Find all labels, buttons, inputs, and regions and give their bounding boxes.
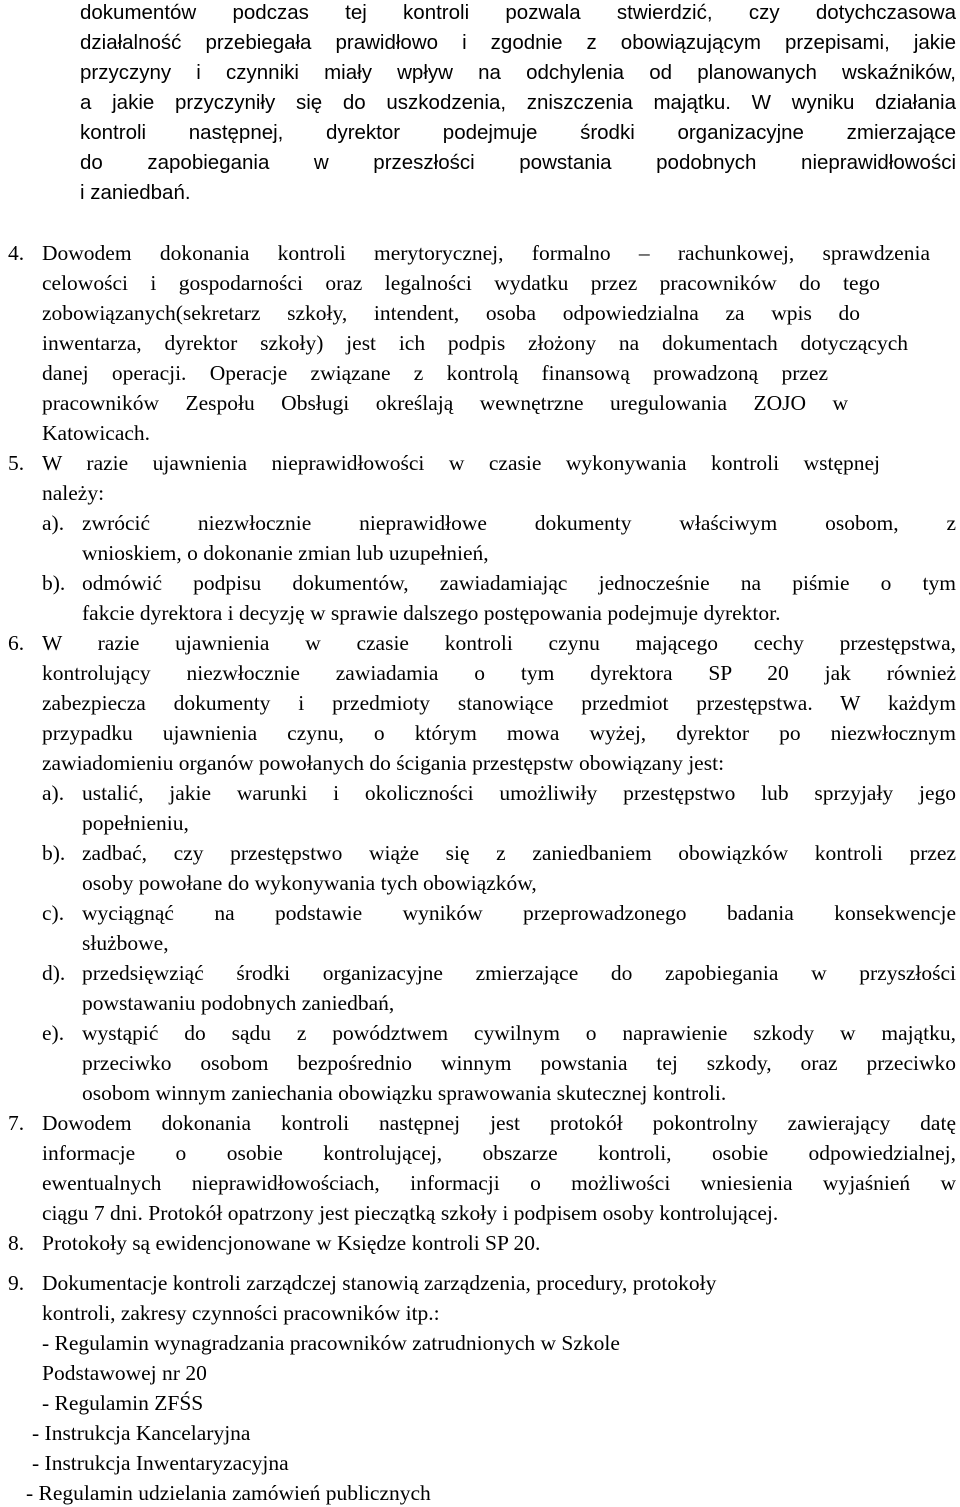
item4-line-6: pracowników Zespołu Obsługi określają wewnętrzne uregulowania ZOJO w [42,391,848,415]
regulation-3: - Instrukcja Kancelaryjna [32,1421,251,1445]
sub-item-label: d). [42,961,66,985]
sub-item-label: b). [42,571,66,595]
item4-line-5: danej operacji. Operacje związane z kontrolą finansową prowadzoną przez [42,361,828,385]
regulation-1-line-2: Podstawowej nr 20 [42,1361,207,1385]
sub-item-label: a). [42,781,65,805]
item5-line-1: W razie ujawnienia nieprawidłowości w czasie wykonywania kontroli wstępnej [42,451,880,475]
item9-line-1: Dokumentacje kontroli zarządczej stanowią zarządzenia, procedury, protokoły [42,1271,717,1295]
item4-line-3: zobowiązanych(sekretarz szkoły, intendent, osoba odpowiedzialna za wpis do [42,301,860,325]
item-number: 4. [8,241,25,265]
item-number: 7. [8,1111,25,1135]
sub-item-label: a). [42,511,65,535]
item6-line-1: W razie ujawnienia w czasie kontroli czynu mającego cechy przestępstwa, [42,631,956,655]
item4-line-7: Katowicach. [42,421,151,445]
item6-a-line-1: ustalić, jakie warunki i okoliczności umożliwiły przestępstwo lub sprzyjały jego [82,781,956,805]
item5-line-2: należy: [42,481,105,505]
item4-line-1: Dowodem dokonania kontroli merytorycznej, formalno – rachunkowej, sprawdzenia [42,241,930,265]
intro-line-2: działalność przebiegała prawidłowo i zgodnie z obowiązującym przepisami, jakie [80,31,956,54]
sub-item-label: b). [42,841,66,865]
intro-line-3: przyczyny i czynniki miały wpływ na odchylenia od planowanych wskaźników, [80,61,956,84]
item6-line-5: zawiadomieniu organów powołanych do ścigania przestępstw obowiązany jest: [42,751,725,775]
sub-item-label: e). [42,1021,65,1045]
regulation-5: - Regulamin udzielania zamówień publicznych [26,1481,431,1505]
regulation-1-line-1: - Regulamin wynagradzania pracowników zatrudnionych w Szkole [42,1331,620,1355]
intro-line-4: a jakie przyczyniły się do uszkodzenia, zniszczenia majątku. W wyniku działania [80,91,956,114]
item6-d-line-2: powstawaniu podobnych zaniedbań, [82,991,395,1015]
item5-b-line-1: odmówić podpisu dokumentów, zawiadamiając jednocześnie na piśmie o tym [82,571,956,595]
regulation-4: - Instrukcja Inwentaryzacyjna [32,1451,289,1475]
item-number: 9. [8,1271,25,1295]
item6-line-3: zabezpiecza dokumenty i przedmioty stanowiące przedmiot przestępstwa. W każdym [42,691,956,715]
item8-line-1: Protokoły są ewidencjonowane w Księdze kontroli SP 20. [42,1231,541,1255]
intro-line-6: do zapobiegania w przeszłości powstania podobnych nieprawidłowości [80,151,956,174]
item-number: 5. [8,451,25,475]
item6-c-line-1: wyciągnąć na podstawie wyników przeprowadzonego badania konsekwencje [82,901,956,925]
item5-b-line-2: fakcie dyrektora i decyzję w sprawie dalszego postępowania podejmuje dyrektor. [82,601,781,625]
item6-b-line-1: zadbać, czy przestępstwo wiąże się z zaniedbaniem obowiązków kontroli przez [82,841,956,865]
intro-line-7: i zaniedbań. [80,181,191,204]
item5-a-line-2: wnioskiem, o dokonanie zmian lub uzupełnień, [82,541,489,565]
regulation-2: - Regulamin ZFŚS [42,1391,204,1415]
intro-line-5: kontroli następnej, dyrektor podejmuje środki organizacyjne zmierzające [80,121,956,144]
item7-line-4: ciągu 7 dni. Protokół opatrzony jest pieczątką szkoły i podpisem osoby kontrolującej. [42,1201,779,1225]
item6-d-line-1: przedsięwziąć środki organizacyjne zmierzające do zapobiegania w przyszłości [82,961,956,985]
item6-e-line-1: wystąpić do sądu z powództwem cywilnym o naprawienie szkody w majątku, [82,1021,956,1045]
item6-e-line-3: osobom winnym zaniechania obowiązku sprawowania skutecznej kontroli. [82,1081,727,1105]
item4-line-4: inwentarza, dyrektor szkoły) jest ich podpis złożony na dokumentach dotyczących [42,331,908,355]
item6-e-line-2: przeciwko osobom bezpośrednio winnym powstania tej szkody, oraz przeciwko [82,1051,956,1075]
item-number: 6. [8,631,25,655]
item6-b-line-2: osoby powołane do wykonywania tych obowiązków, [82,871,537,895]
item-number: 8. [8,1231,25,1255]
item6-a-line-2: popełnieniu, [82,811,189,835]
item6-c-line-2: służbowe, [82,931,169,955]
item7-line-1: Dowodem dokonania kontroli następnej jest protokół pokontrolny zawierający datę [42,1111,956,1135]
item7-line-3: ewentualnych nieprawidłowościach, informacji o możliwości wniesienia wyjaśnień w [42,1171,956,1195]
intro-line-1: dokumentów podczas tej kontroli pozwala stwierdzić, czy dotychczasowa [80,1,956,24]
item4-line-2: celowości i gospodarności oraz legalności wydatku przez pracowników do tego [42,271,880,295]
item6-line-2: kontrolujący niezwłocznie zawiadamia o tym dyrektora SP 20 jak również [42,661,956,685]
sub-item-label: c). [42,901,65,925]
item5-a-line-1: zwrócić niezwłocznie nieprawidłowe dokumenty właściwym osobom, z [82,511,956,535]
item6-line-4: przypadku ujawnienia czynu, o którym mowa wyżej, dyrektor po niezwłocznym [42,721,956,745]
item9-line-2: kontroli, zakresy czynności pracowników itp.: [42,1301,440,1325]
item7-line-2: informacje o osobie kontrolującej, obszarze kontroli, osobie odpowiedzialnej, [42,1141,956,1165]
